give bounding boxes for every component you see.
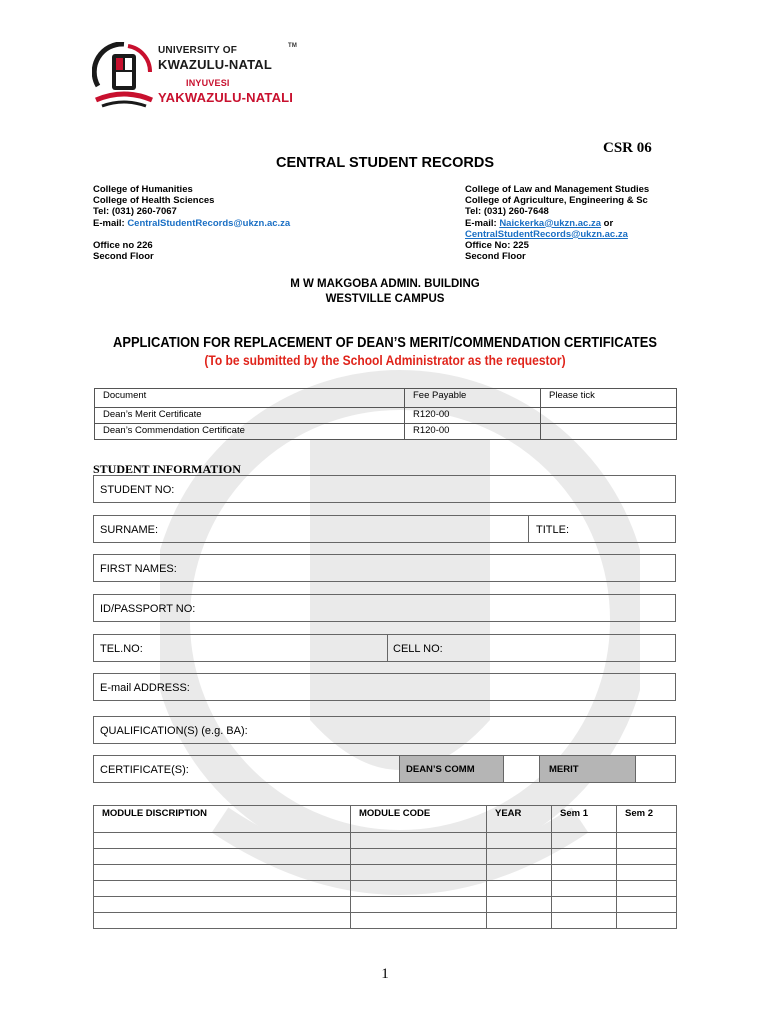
right-email-link-2[interactable]: CentralStudentRecords@ukzn.ac.za xyxy=(465,228,628,240)
module-cell[interactable] xyxy=(552,897,617,913)
module-cell[interactable] xyxy=(552,849,617,865)
fee-table-header xyxy=(95,389,677,408)
campus-name: WESTVILLE CAMPUS xyxy=(325,292,445,305)
id-passport-label: ID/PASSPORT NO: xyxy=(100,603,196,615)
row-document: Dean’s Commendation Certificate xyxy=(95,424,405,440)
left-tel: Tel: (031) 260-7067 xyxy=(93,206,177,218)
form-code: CSR 06 xyxy=(603,140,652,156)
module-cell[interactable] xyxy=(351,865,487,881)
module-cell[interactable] xyxy=(351,897,487,913)
right-email-label: E-mail: xyxy=(465,217,500,229)
table-row xyxy=(95,424,677,440)
module-cell[interactable] xyxy=(487,897,552,913)
module-cell[interactable] xyxy=(94,881,351,897)
left-office: Office no 226 xyxy=(93,239,153,251)
logo-line-university-of: UNIVERSITY OF xyxy=(158,45,238,56)
left-email-label: E-mail: xyxy=(93,217,128,229)
module-cell[interactable] xyxy=(487,881,552,897)
page-number: 1 xyxy=(381,966,389,982)
module-cell[interactable] xyxy=(351,881,487,897)
merit-tick-box[interactable] xyxy=(636,756,676,782)
commendation-tick-cell[interactable] xyxy=(541,424,677,440)
university-crest-icon xyxy=(92,42,156,110)
right-floor: Second Floor xyxy=(465,251,526,263)
first-names-field[interactable] xyxy=(93,554,676,582)
student-info-heading: STUDENT INFORMATION xyxy=(93,462,241,476)
header-module-code: MODULE CODE xyxy=(351,806,487,833)
right-college-2: College of Agriculture, Engineering & Sc xyxy=(465,195,648,207)
module-cell[interactable] xyxy=(552,865,617,881)
left-email-link[interactable]: CentralStudentRecords@ukzn.ac.za xyxy=(127,217,291,229)
module-cell[interactable] xyxy=(617,865,677,881)
module-cell[interactable] xyxy=(617,897,677,913)
application-title: APPLICATION FOR REPLACEMENT OF DEAN’S MERIT/COMMENDATION CERTIFICATES xyxy=(113,334,657,351)
right-contact-block xyxy=(465,184,649,262)
university-logo xyxy=(92,42,312,110)
left-college-2: College of Health Sciences xyxy=(93,195,215,207)
logo-line-yakwazulu-natali: YAKWAZULU-NATALI xyxy=(158,90,294,105)
divider xyxy=(399,756,400,782)
id-passport-field[interactable] xyxy=(93,594,676,622)
header-year: YEAR xyxy=(487,806,552,833)
module-cell[interactable] xyxy=(94,849,351,865)
application-subtitle: (To be submitted by the School Administrator as the requestor) xyxy=(204,352,566,368)
building-address xyxy=(0,277,770,306)
module-cell[interactable] xyxy=(94,897,351,913)
header-document: Document xyxy=(95,389,405,408)
module-cell[interactable] xyxy=(94,865,351,881)
tel-label: TEL.NO: xyxy=(100,643,143,655)
deans-comm-tick-box[interactable] xyxy=(504,756,539,782)
divider xyxy=(387,635,388,661)
module-cell[interactable] xyxy=(552,881,617,897)
logo-line-kwazulu-natal: KWAZULU-NATAL xyxy=(158,57,273,72)
row-document: Dean’s Merit Certificate xyxy=(95,408,405,424)
left-contact-block xyxy=(93,184,290,262)
title-label: TITLE: xyxy=(536,524,570,536)
qualification-label: QUALIFICATION(S) (e.g. BA): xyxy=(100,725,248,737)
student-no-field[interactable] xyxy=(93,475,676,503)
module-cell[interactable] xyxy=(487,865,552,881)
module-cell[interactable] xyxy=(617,913,677,929)
header-sem1: Sem 1 xyxy=(552,806,617,833)
certificates-row xyxy=(93,755,676,783)
certificates-label: CERTIFICATE(S): xyxy=(100,764,189,776)
surname-field[interactable] xyxy=(94,516,528,542)
header-please-tick: Please tick xyxy=(541,389,677,408)
email-label: E-mail ADDRESS: xyxy=(100,682,190,694)
right-tel: Tel: (031) 260-7648 xyxy=(465,206,549,218)
module-cell[interactable] xyxy=(351,913,487,929)
module-cell[interactable] xyxy=(617,833,677,849)
deans-comm-label: DEAN’S COMM xyxy=(406,764,475,775)
surname-label: SURNAME: xyxy=(100,524,159,536)
divider xyxy=(539,756,540,782)
module-cell[interactable] xyxy=(351,849,487,865)
module-table-header xyxy=(94,806,677,833)
logo-trademark: TM xyxy=(288,43,298,49)
cell-label: CELL NO: xyxy=(393,643,443,655)
divider xyxy=(528,516,529,542)
table-row xyxy=(95,408,677,424)
module-cell[interactable] xyxy=(617,881,677,897)
header-fee-payable: Fee Payable xyxy=(405,389,541,408)
header-sem2: Sem 2 xyxy=(617,806,677,833)
first-names-label: FIRST NAMES: xyxy=(100,563,177,575)
module-table xyxy=(93,805,677,929)
tel-field[interactable] xyxy=(94,635,387,661)
right-office: Office No: 225 xyxy=(465,240,529,252)
tel-cell-row xyxy=(93,634,676,662)
table-row xyxy=(94,865,677,881)
student-no-label: STUDENT NO: xyxy=(100,484,175,496)
right-email-line xyxy=(465,218,649,229)
header-module-description: MODULE DISCRIPTION xyxy=(94,806,351,833)
module-cell[interactable] xyxy=(351,833,487,849)
module-cell[interactable] xyxy=(617,849,677,865)
module-cell[interactable] xyxy=(552,913,617,929)
email-field[interactable] xyxy=(93,673,676,701)
module-cell[interactable] xyxy=(487,849,552,865)
row-fee: R120-00 xyxy=(405,424,541,440)
right-email-link-1[interactable]: Naickerka@ukzn.ac.za xyxy=(499,217,601,229)
table-row xyxy=(94,913,677,929)
qualification-field[interactable] xyxy=(93,716,676,744)
left-floor: Second Floor xyxy=(93,251,154,263)
merit-tick-cell[interactable] xyxy=(541,408,677,424)
office-title: CENTRAL STUDENT RECORDS xyxy=(275,155,495,171)
row-fee: R120-00 xyxy=(405,408,541,424)
merit-label: MERIT xyxy=(549,764,579,775)
logo-line-inyuvesi: INYUVESI xyxy=(186,78,230,88)
fee-table xyxy=(94,388,677,440)
table-row xyxy=(94,881,677,897)
table-row xyxy=(94,897,677,913)
module-cell[interactable] xyxy=(552,833,617,849)
building-name: M W MAKGOBA ADMIN. BUILDING xyxy=(290,278,480,290)
table-row xyxy=(94,833,677,849)
module-cell[interactable] xyxy=(487,833,552,849)
left-college-1: College of Humanities xyxy=(93,184,193,195)
right-email-or: or xyxy=(601,217,614,229)
module-cell[interactable] xyxy=(94,833,351,849)
left-email-line xyxy=(93,218,290,229)
module-cell[interactable] xyxy=(487,913,552,929)
surname-title-row xyxy=(93,515,676,543)
table-row xyxy=(94,849,677,865)
right-college-1: College of Law and Management Studies xyxy=(465,184,650,195)
module-cell[interactable] xyxy=(94,913,351,929)
